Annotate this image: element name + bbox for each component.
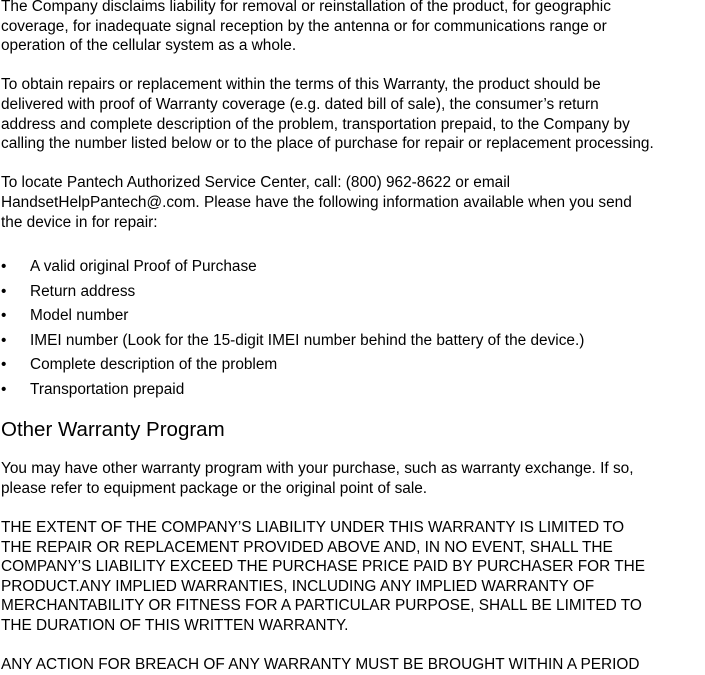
list-item-text: A valid original Proof of Purchase bbox=[30, 258, 257, 276]
bullet-icon: • bbox=[1, 356, 7, 374]
spacer bbox=[1, 56, 705, 76]
bullet-icon: • bbox=[1, 307, 7, 325]
other-warranty-paragraph: You may have other warranty program with your purchase, such as warranty exchange. If so, please refer to equipment package or the original point of sale. bbox=[1, 460, 634, 497]
disclaimer-paragraph: The Company disclaims liability for removal or reinstallation of the product, for geographic coverage, for inadequate signal reception by the antenna or for communications range or operation of the cellular system as a whole. bbox=[1, 0, 611, 55]
bullet-icon: • bbox=[1, 282, 7, 300]
list-item bbox=[1, 280, 705, 305]
bullet-icon: • bbox=[1, 331, 7, 349]
required-info-list bbox=[1, 255, 705, 402]
list-item bbox=[1, 255, 705, 280]
repair-instructions-paragraph: To obtain repairs or replacement within the terms of this Warranty, the product should be delivered with proof of Warranty coverage (e.g. dated bill of sale), the consumer’s return address and complete description of the problem, transportation prepaid, to the Company by calling the number listed below or to the place of purchase for repair or replacement processing. bbox=[1, 76, 654, 153]
list-item-text: Transportation prepaid bbox=[30, 380, 185, 398]
list-item bbox=[1, 304, 705, 329]
list-item bbox=[1, 353, 705, 378]
spacer bbox=[1, 498, 705, 518]
list-item-text: Complete description of the problem bbox=[30, 356, 278, 374]
spacer bbox=[1, 442, 705, 459]
breach-action-paragraph: ANY ACTION FOR BREACH OF ANY WARRANTY MUST BE BROUGHT WITHIN A PERIOD bbox=[1, 656, 640, 674]
bullet-icon: • bbox=[1, 258, 7, 276]
spacer bbox=[1, 154, 705, 174]
list-item bbox=[1, 378, 705, 403]
document-page bbox=[1, 0, 705, 675]
liability-paragraph: THE EXTENT OF THE COMPANY’S LIABILITY UNDER THIS WARRANTY IS LIMITED TO THE REPAIR OR REPLACEMENT PROVIDED ABOVE AND, IN NO EVENT, SHALL THE COMPANY’S LIABILITY EXCEED THE PURCHASE PRICE PAID BY PURCHASER FOR THE PRODUCT.ANY IMPLIED WARRANTIES, INCLUDING ANY IMPLIED WARRANTY OF MERCHANTABILITY OR FITNESS FOR A PARTICULAR PURPOSE, SHALL BE LIMITED TO THE DURATION OF THIS WRITTEN WARRANTY. bbox=[1, 518, 645, 634]
service-center-paragraph: To locate Pantech Authorized Service Center, call: (800) 962-8622 or email HandsetHelpPantech@.com. Please have the following information available when you send the device in for repair: bbox=[1, 174, 632, 231]
spacer bbox=[1, 402, 705, 418]
list-item-text: Model number bbox=[30, 307, 129, 325]
bullet-icon: • bbox=[1, 380, 7, 398]
list-item-text: Return address bbox=[30, 282, 136, 300]
list-item bbox=[1, 329, 705, 354]
spacer bbox=[1, 232, 705, 255]
spacer bbox=[1, 635, 705, 655]
section-heading: Other Warranty Program bbox=[1, 418, 225, 442]
list-item-text: IMEI number (Look for the 15-digit IMEI number behind the battery of the device.) bbox=[30, 331, 585, 349]
